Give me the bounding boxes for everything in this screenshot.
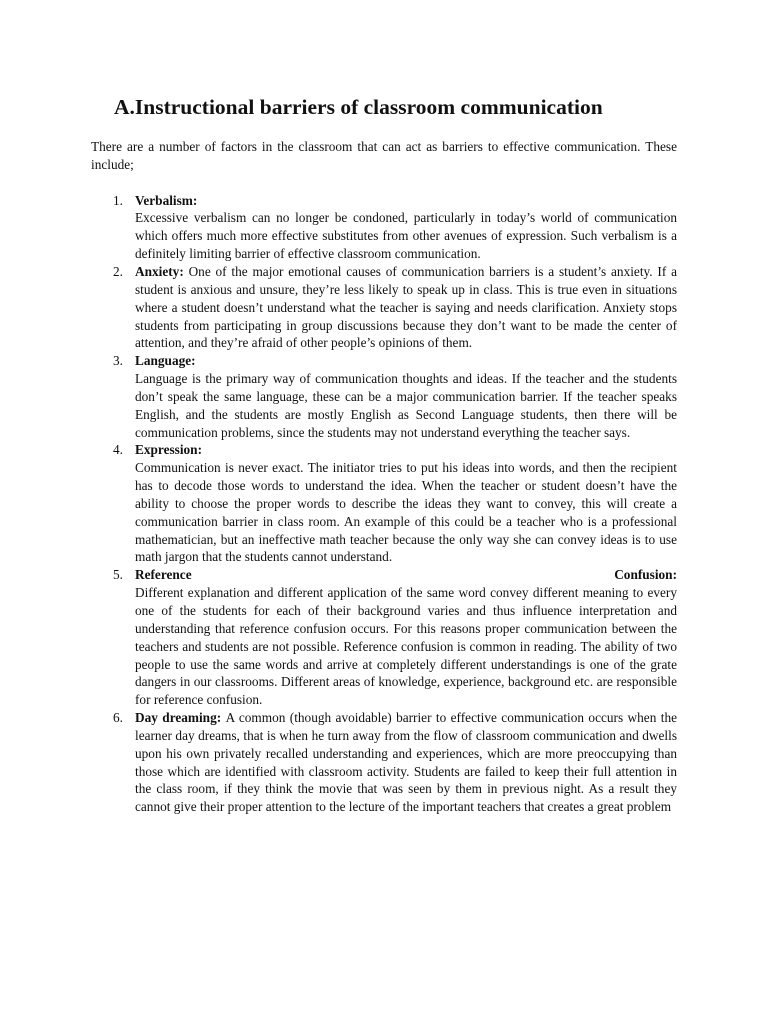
- item-body: Communication is never exact. The initiator tries to put his ideas into words, and then the recipient has to decode those words to understand the idea. When the teacher or student doesn’t have the ability to choose the proper words to describe the ideas they want to convey, this will create a communication barrier in class room. An example of this could be a teacher who is a professional mathematician, but an ineffective math teacher because the only way she can convey ideas is to use math jargon that the students cannot understand.: [135, 460, 677, 565]
- list-item-verbalism: [91, 192, 677, 263]
- list-item-reference-confusion: [91, 566, 677, 709]
- list-item-day-dreaming: [91, 709, 677, 816]
- item-heading: Anxiety:: [135, 263, 189, 279]
- list-item-language: [91, 352, 677, 441]
- item-body: A common (though avoidable) barrier to effective communication occurs when the learner day dreams, that is when he turn away from the flow of classroom communication and dwells upon his own privately recalled understanding and experiences, which are more preoccupying than those which are identified with classroom activity. Students are failed to keep their full attention in the class room, if they think the movie that was seen by them in previous night. As a result they cannot give their proper attention to the lecture of the important teachers that creates a great problem: [135, 710, 677, 815]
- intro-paragraph: There are a number of factors in the classroom that can act as barriers to effective communication. These include;: [91, 139, 677, 172]
- item-number: 2.: [113, 263, 123, 279]
- barriers-list: [91, 192, 677, 817]
- item-heading: Expression:: [135, 442, 202, 458]
- document-title: A.Instructional barriers of classroom communication: [114, 95, 603, 119]
- item-body: Excessive verbalism can no longer be condoned, particularly in today’s world of communication which offers much more effective substitutes from other avenues of expression. Such verbalism is a definitely limiting barrier of effective classroom communication.: [135, 210, 677, 262]
- item-number: 1.: [113, 192, 123, 208]
- item-heading: Verbalism:: [135, 192, 198, 208]
- item-body: Language is the primary way of communication thoughts and ideas. If the teacher and the students don’t speak the same language, these can be a major communication barrier. If the teacher speaks English, and the students are mostly English as Second Language students, then there will be communication problems, since the students may not understand everything the teacher says.: [135, 371, 677, 440]
- document-page: [91, 92, 677, 816]
- item-body: One of the major emotional causes of communication barriers is a student’s anxiety. If a student is anxious and unsure, they’re less likely to speak up in class. This is true even in situations where a student doesn’t understand what the teacher is saying and needs clarification. Anxiety stops students from participating in group discussions because they don’t want to be made the center of attention, and they’re afraid of other people’s opinions of them.: [135, 263, 677, 351]
- item-heading-right: Confusion:: [614, 567, 677, 583]
- item-heading: Language:: [135, 353, 196, 369]
- item-number: 6.: [113, 710, 123, 726]
- item-heading-left: Reference: [135, 567, 192, 583]
- item-number: 5.: [113, 567, 123, 583]
- list-item-anxiety: [91, 263, 677, 352]
- item-body: Different explanation and different application of the same word convey different meaning to every one of the students for each of their background varies and thus influence interpretation and understanding that reference confusion occurs. For this reasons proper communication between the teachers and students are not possible. Reference confusion is common in reading. The ability of two people to use the same words and arrive at completely different understandings is one of the grate dangers in our classrooms. Different areas of knowledge, experience, background etc. are responsible for reference confusion.: [135, 585, 677, 708]
- item-number: 3.: [113, 353, 123, 369]
- item-heading: [135, 566, 677, 584]
- list-item-expression: [91, 441, 677, 566]
- item-heading: Day dreaming:: [135, 710, 226, 726]
- item-number: 4.: [113, 442, 123, 458]
